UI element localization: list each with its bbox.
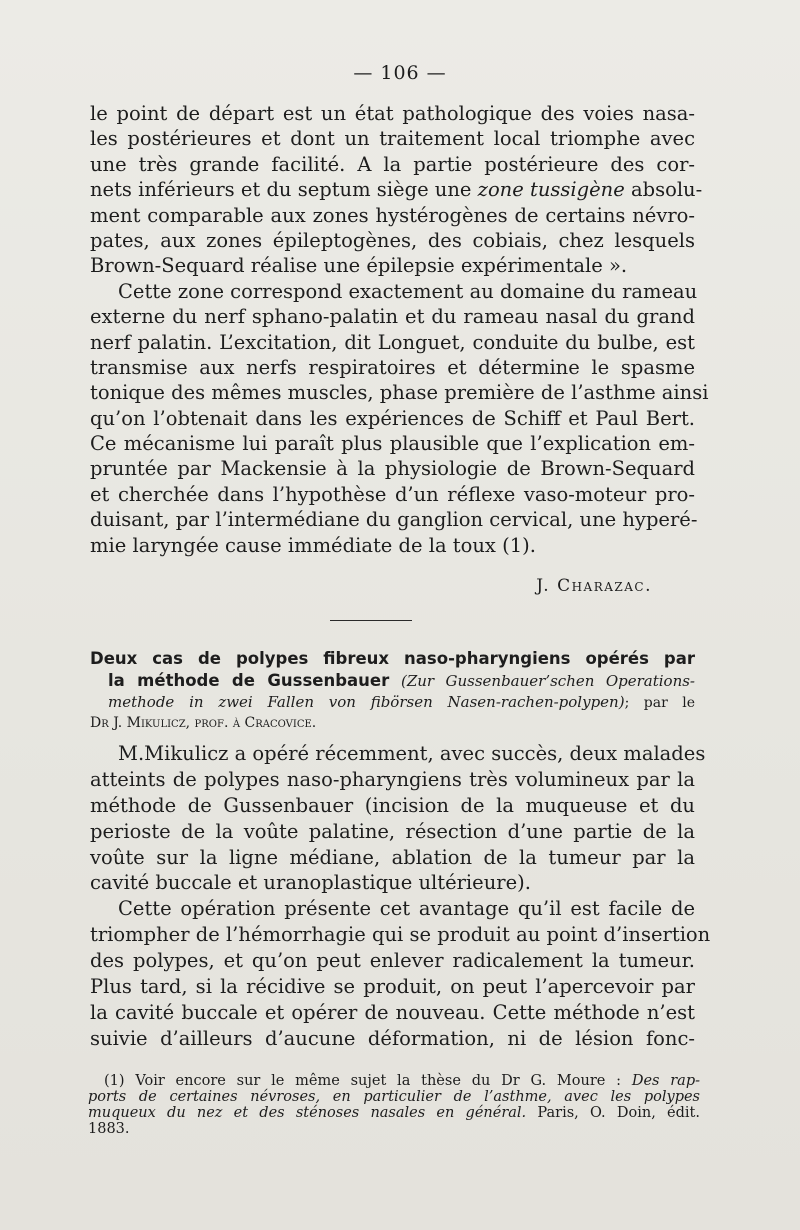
- text-line: tonique des mêmes muscles, phase première de l’asthme ainsi: [90, 381, 709, 405]
- text-line: méthode de Gussenbauer (incision de la muqueuse et du: [90, 793, 695, 817]
- text-line: pruntée par Mackensie à la physiologie de Brown-Sequard: [90, 457, 695, 481]
- page-number: — 106 —: [353, 62, 447, 84]
- footnote-italic: Des rap-: [631, 1073, 701, 1089]
- text-line: M.Mikulicz a opéré récemment, avec succès, deux malades: [118, 742, 706, 765]
- footnote-line: [88, 1089, 700, 1105]
- footnote: [88, 1073, 700, 1137]
- article-1-body: [90, 101, 709, 558]
- text-line: transmise aux nerfs respiratoires et détermine le spasme: [90, 355, 695, 379]
- author-signature: J. Charazac.: [536, 576, 652, 596]
- text-line: externe du nerf sphano-palatin et du rameau nasal du grand: [90, 305, 695, 329]
- text-line: une très grande facilité. A la partie postérieure des cor-: [90, 152, 695, 176]
- text-line: perioste de la voûte palatine, résection d’une partie de la: [90, 819, 695, 843]
- text-line: Brown-Sequard réalise une épilepsie expérimentale ».: [90, 254, 628, 278]
- text-line: des polypes, et qu’on peut enlever radicalement la tumeur.: [90, 949, 695, 973]
- article-2-heading: [90, 648, 695, 734]
- text-line: qu’on l’obtenait dans les expériences de Schiff et Paul Bert.: [90, 406, 695, 430]
- text-fragment: nets inférieurs et du septum siège une: [90, 178, 472, 202]
- text-line: Cette zone correspond exactement au domaine du rameau: [118, 279, 698, 303]
- text-line: pates, aux zones épileptogènes, des cobiais, chez lesquels: [90, 228, 695, 252]
- text-line: atteints de polypes naso-pharyngiens très volumineux par la: [90, 767, 695, 791]
- text-line: voûte sur la ligne médiane, ablation de la tumeur par la: [90, 845, 695, 869]
- article-title-fragment: la méthode de Gussenbauer: [108, 670, 390, 690]
- footnote-line: 1883.: [88, 1121, 130, 1137]
- text-line: Cette opération présente cet avantage qu’il est facile de: [118, 897, 695, 921]
- text-line: cavité buccale et uranoplastique ultérieure).: [90, 871, 531, 895]
- article-2-body: [90, 741, 711, 1052]
- footnote-italic: ports de certaines névroses, en particulier de l’asthme, avec les polypes: [88, 1089, 700, 1105]
- text-line: [90, 177, 703, 202]
- footnote-text: Paris, O. Doin, édit.: [537, 1105, 700, 1121]
- text-line: duisant, par l’intermédiane du ganglion cervical, une hyperé-: [90, 508, 698, 532]
- section-divider: [330, 620, 412, 621]
- text-line: Ce mécanisme lui paraît plus plausible que l’explication em-: [90, 432, 695, 456]
- text-line: mie laryngée cause immédiate de la toux (1).: [90, 533, 536, 557]
- article-title-line: Deux cas de polypes fibreux naso-pharyngiens opérés par: [90, 649, 695, 668]
- text-line: ment comparable aux zones hystérogènes de certains névro-: [90, 203, 695, 227]
- text-line: les postérieures et dont un traitement local triomphe avec: [90, 127, 695, 151]
- footnote-italic: muqueux du nez et des sténoses nasales en général.: [88, 1105, 527, 1121]
- article-title-line: [90, 691, 695, 713]
- german-title: (Zur Gussenbauer’schen Operations-: [400, 671, 695, 690]
- article-title-line: [90, 670, 695, 692]
- footnote-line: [88, 1105, 700, 1121]
- byline-fragment: ; par le: [624, 695, 695, 712]
- text-line: et cherchée dans l’hypothèse d’un réflexe vaso-moteur pro-: [90, 482, 695, 506]
- footnote-line: [88, 1073, 700, 1089]
- footnote-text: (1) Voir encore sur le même sujet la thèse du Dr G. Moure :: [104, 1073, 622, 1089]
- text-line: nerf palatin. L’excitation, dit Longuet, conduite du bulbe, est: [90, 330, 695, 354]
- text-line: la cavité buccale et opérer de nouveau. Cette méthode n’est: [90, 1000, 695, 1024]
- text-fragment: absolu-: [630, 178, 703, 202]
- text-line: le point de départ est un état pathologique des voies nasa-: [90, 102, 695, 125]
- italic-term: zone tussigène: [477, 178, 625, 202]
- text-line: triompher de l’hémorrhagie qui se produit au point d’insertion: [90, 923, 711, 947]
- byline: Dr J. Mikulicz, prof. à Cracovice.: [90, 714, 317, 731]
- text-line: suivie d’ailleurs d’aucune déformation, ni de lésion fonc-: [90, 1026, 695, 1050]
- text-line: Plus tard, si la récidive se produit, on peut l’apercevoir par: [90, 975, 695, 999]
- german-title: methode in zwei Fallen von fibörsen Nasen-rachen-polypen): [108, 693, 625, 712]
